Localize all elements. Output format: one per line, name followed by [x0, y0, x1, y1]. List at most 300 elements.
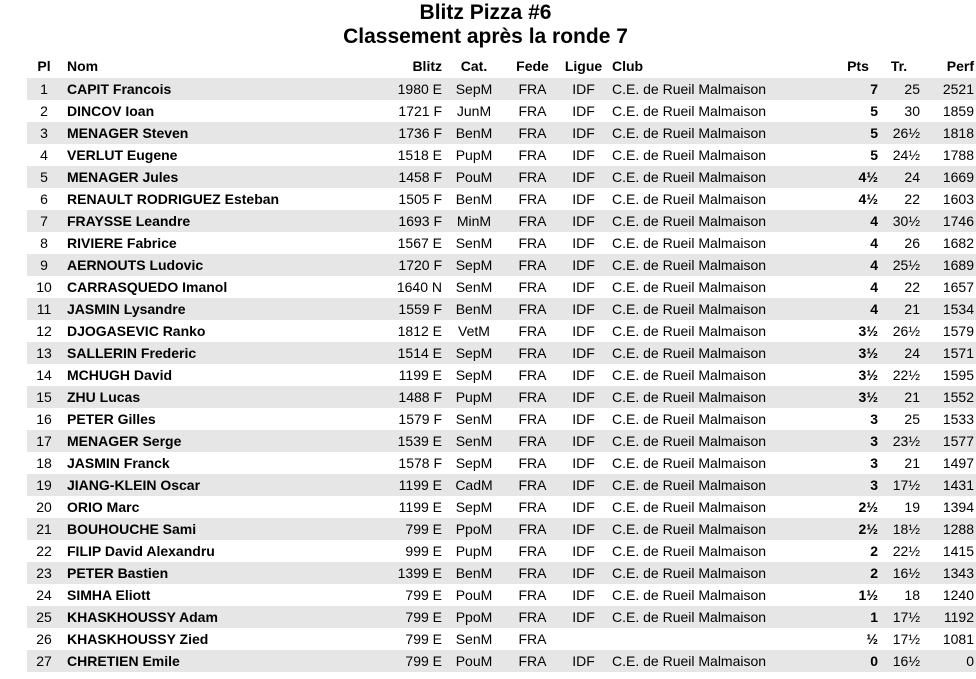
cell-performance: 1603 [942, 191, 974, 207]
cell-place: 14 [36, 367, 52, 383]
cell-category: BenM [455, 191, 493, 207]
cell-category: PpoM [442, 518, 506, 540]
cell-player-name: PETER Bastien [61, 562, 367, 584]
cell-player-name: PETER Gilles [67, 411, 156, 427]
table-row [27, 518, 976, 540]
cell-tiebreak: 26 [904, 235, 920, 251]
cell-blitz-rating: 999 E [405, 543, 442, 559]
cell-federation: FRA [518, 543, 547, 559]
cell-points: 1½ [858, 587, 878, 603]
cell-player-name: ZHU Lucas [61, 386, 367, 408]
col-header-ligue: Ligue [564, 58, 603, 74]
cell-club: C.E. de Rueil Malmaison [608, 298, 838, 320]
cell-club: C.E. de Rueil Malmaison [612, 323, 767, 339]
cell-category: PouM [442, 166, 506, 188]
cell-place: 23 [27, 562, 61, 584]
cell-performance: 0 [926, 650, 976, 672]
cell-place: 9 [27, 254, 61, 276]
cell-player-name: FILIP David Alexandru [67, 543, 215, 559]
table-row [27, 606, 976, 628]
cell-federation: FRA [518, 279, 547, 295]
cell-points: 4½ [858, 191, 878, 207]
cell-player-name: FRAYSSE Leandre [61, 210, 367, 232]
cell-category: JunM [456, 103, 492, 119]
cell-place: 8 [40, 235, 48, 251]
cell-league: IDF [572, 103, 595, 119]
cell-points: 4½ [838, 166, 878, 188]
cell-place: 15 [27, 386, 61, 408]
cell-place: 5 [27, 166, 61, 188]
cell-performance: 1579 [942, 323, 974, 339]
cell-place: 2 [40, 103, 48, 119]
cell-blitz-rating: 1693 F [367, 210, 442, 232]
cell-league: IDF [572, 147, 595, 163]
cell-points: 5 [838, 122, 878, 144]
cell-tiebreak: 16½ [878, 562, 926, 584]
cell-player-name: SALLERIN Frederic [61, 342, 367, 364]
cell-club: C.E. de Rueil Malmaison [608, 210, 838, 232]
cell-league: IDF [572, 543, 595, 559]
cell-points: 4 [838, 298, 878, 320]
cell-federation: FRA [518, 235, 547, 251]
cell-player-name: DINCOV Ioan [67, 103, 155, 119]
cell-performance: 1431 [926, 474, 976, 496]
cell-performance: 1669 [926, 166, 976, 188]
cell-performance: 1788 [942, 147, 974, 163]
cell-points: 3 [838, 474, 878, 496]
cell-federation: FRA [506, 298, 559, 320]
cell-club: C.E. de Rueil Malmaison [608, 650, 838, 672]
cell-federation: FRA [506, 78, 559, 100]
cell-category: CadM [442, 474, 506, 496]
col-header-fede: Fede [516, 58, 549, 74]
cell-place: 19 [27, 474, 61, 496]
col-header-club: Club [612, 58, 644, 74]
cell-tiebreak: 26½ [878, 122, 926, 144]
cell-points: 5 [870, 147, 878, 163]
cell-federation: FRA [518, 411, 547, 427]
cell-performance: 1689 [926, 254, 976, 276]
cell-place: 22 [36, 543, 52, 559]
cell-league: IDF [572, 323, 595, 339]
cell-player-name: JIANG-KLEIN Oscar [61, 474, 367, 496]
cell-blitz-rating: 1539 E [367, 430, 442, 452]
cell-place: 17 [27, 430, 61, 452]
cell-blitz-rating: 1488 F [367, 386, 442, 408]
cell-club: C.E. de Rueil Malmaison [608, 254, 838, 276]
cell-category: VetM [458, 323, 490, 339]
cell-club: C.E. de Rueil Malmaison [608, 166, 838, 188]
cell-place: 16 [36, 411, 52, 427]
table-row [27, 584, 976, 606]
cell-tiebreak: 22 [904, 191, 920, 207]
cell-category: SenM [442, 430, 506, 452]
cell-league: IDF [559, 386, 608, 408]
cell-category: SepM [442, 254, 506, 276]
cell-place: 25 [27, 606, 61, 628]
col-header-perf: Perf [946, 58, 974, 74]
cell-federation: FRA [506, 430, 559, 452]
cell-category: PupM [455, 543, 493, 559]
cell-league: IDF [559, 298, 608, 320]
table-row [27, 298, 976, 320]
cell-federation: FRA [506, 606, 559, 628]
cell-category: SepM [442, 342, 506, 364]
cell-league: IDF [572, 411, 595, 427]
cell-federation: FRA [506, 254, 559, 276]
cell-blitz-rating: 1559 F [367, 298, 442, 320]
cell-points: 4 [838, 210, 878, 232]
cell-category: BenM [442, 122, 506, 144]
cell-place: 18 [36, 455, 52, 471]
cell-tiebreak: 18½ [878, 518, 926, 540]
table-row [27, 650, 976, 672]
table-row [27, 210, 976, 232]
cell-category: PupM [455, 147, 493, 163]
cell-tiebreak: 25½ [878, 254, 926, 276]
col-header-pts: Pts [847, 58, 869, 74]
cell-blitz-rating: 1640 N [396, 279, 442, 295]
cell-federation: FRA [518, 147, 547, 163]
cell-category: MinM [442, 210, 506, 232]
cell-performance: 1534 [926, 298, 976, 320]
cell-tiebreak: 30½ [878, 210, 926, 232]
cell-federation: FRA [506, 562, 559, 584]
page-header [0, 0, 971, 49]
cell-player-name: MCHUGH David [67, 367, 173, 383]
cell-points: 2 [870, 543, 878, 559]
table-row [27, 254, 976, 276]
cell-club: C.E. de Rueil Malmaison [612, 367, 767, 383]
cell-tiebreak: 24½ [892, 147, 920, 163]
col-header-pl: Pl [37, 58, 51, 74]
cell-federation: FRA [518, 323, 547, 339]
cell-league: IDF [559, 562, 608, 584]
cell-club: C.E. de Rueil Malmaison [612, 147, 767, 163]
cell-tiebreak: 17½ [878, 474, 926, 496]
cell-federation: FRA [518, 455, 547, 471]
cell-club: C.E. de Rueil Malmaison [608, 518, 838, 540]
table-row [27, 628, 976, 650]
cell-federation: FRA [518, 367, 547, 383]
cell-category: SepM [442, 78, 506, 100]
cell-blitz-rating: 1505 F [398, 191, 442, 207]
cell-tiebreak: 19 [904, 499, 920, 515]
cell-category: BenM [442, 562, 506, 584]
cell-league: IDF [559, 650, 608, 672]
cell-points: 5 [870, 103, 878, 119]
table-row [27, 122, 976, 144]
cell-tiebreak: 17½ [878, 606, 926, 628]
cell-place: 21 [27, 518, 61, 540]
cell-points: 3½ [858, 367, 878, 383]
cell-league: IDF [572, 235, 595, 251]
cell-blitz-rating: 799 E [405, 587, 442, 603]
cell-club: C.E. de Rueil Malmaison [608, 606, 838, 628]
cell-points: 3½ [838, 386, 878, 408]
cell-place: 26 [36, 631, 52, 647]
cell-blitz-rating: 1721 F [398, 103, 442, 119]
cell-category: PpoM [442, 606, 506, 628]
cell-place: 10 [36, 279, 52, 295]
table-header-row [27, 54, 976, 78]
table-row [27, 342, 976, 364]
cell-league: IDF [559, 122, 608, 144]
cell-player-name: MENAGER Steven [61, 122, 367, 144]
cell-league: IDF [572, 587, 595, 603]
cell-league: IDF [559, 606, 608, 628]
cell-place: 11 [27, 298, 61, 320]
cell-blitz-rating: 1567 E [397, 235, 442, 251]
cell-league: IDF [559, 78, 608, 100]
cell-league: IDF [572, 499, 595, 515]
table-row [27, 474, 976, 496]
cell-blitz-rating: 1518 E [397, 147, 442, 163]
cell-performance: 1571 [926, 342, 976, 364]
col-header-cat: Cat. [460, 58, 488, 74]
cell-league: IDF [559, 210, 608, 232]
cell-club: C.E. de Rueil Malmaison [608, 474, 838, 496]
cell-league [559, 628, 608, 650]
cell-club: C.E. de Rueil Malmaison [608, 386, 838, 408]
cell-federation: FRA [506, 518, 559, 540]
table-row [27, 562, 976, 584]
cell-club: C.E. de Rueil Malmaison [608, 562, 838, 584]
cell-player-name: BOUHOUCHE Sami [61, 518, 367, 540]
cell-blitz-rating: 1736 F [367, 122, 442, 144]
cell-performance: 1343 [926, 562, 976, 584]
cell-performance: 1415 [942, 543, 974, 559]
table-row [27, 100, 976, 122]
cell-player-name: AERNOUTS Ludovic [61, 254, 367, 276]
cell-category: SepM [455, 499, 493, 515]
cell-points: 2 [838, 562, 878, 584]
cell-tiebreak: 24 [878, 342, 926, 364]
cell-club: C.E. de Rueil Malmaison [608, 78, 838, 100]
cell-federation: FRA [506, 386, 559, 408]
cell-performance: 1818 [926, 122, 976, 144]
cell-league: IDF [559, 254, 608, 276]
cell-player-name: KHASKHOUSSY Zied [67, 631, 209, 647]
cell-category: PupM [442, 386, 506, 408]
table-row [27, 452, 976, 474]
cell-place: 13 [27, 342, 61, 364]
cell-tiebreak: 21 [878, 386, 926, 408]
cell-club: C.E. de Rueil Malmaison [608, 122, 838, 144]
cell-place: 6 [40, 191, 48, 207]
cell-performance: 1240 [942, 587, 974, 603]
cell-federation: FRA [518, 587, 547, 603]
cell-league: IDF [559, 166, 608, 188]
cell-blitz-rating: 1514 E [367, 342, 442, 364]
cell-place: 27 [27, 650, 61, 672]
cell-category: PouM [455, 587, 493, 603]
standings-subtitle: Classement après la ronde 7 [343, 25, 628, 48]
table-row [27, 496, 976, 518]
cell-league: IDF [572, 191, 595, 207]
cell-category: SenM [455, 631, 493, 647]
cell-points: 3 [838, 430, 878, 452]
cell-tiebreak: 16½ [878, 650, 926, 672]
table-row [27, 78, 976, 100]
cell-club: C.E. de Rueil Malmaison [612, 279, 767, 295]
cell-club [608, 628, 838, 650]
cell-club: C.E. de Rueil Malmaison [612, 455, 767, 471]
cell-points: ½ [866, 631, 878, 647]
cell-club: C.E. de Rueil Malmaison [608, 430, 838, 452]
cell-player-name: ORIO Marc [67, 499, 140, 515]
cell-place: 20 [36, 499, 52, 515]
cell-performance: 1595 [942, 367, 974, 383]
cell-points: 0 [838, 650, 878, 672]
cell-player-name: DJOGASEVIC Ranko [67, 323, 206, 339]
cell-league: IDF [572, 455, 595, 471]
cell-federation: FRA [518, 103, 547, 119]
cell-blitz-rating: 1458 F [367, 166, 442, 188]
cell-tiebreak: 30 [904, 103, 920, 119]
cell-federation: FRA [518, 499, 547, 515]
standings-table [27, 54, 976, 672]
cell-points: 7 [838, 78, 878, 100]
cell-performance: 1288 [926, 518, 976, 540]
col-header-nom: Nom [67, 58, 99, 74]
cell-performance: 1552 [926, 386, 976, 408]
cell-tiebreak: 17½ [892, 631, 920, 647]
cell-player-name: RENAULT RODRIGUEZ Esteban [67, 191, 280, 207]
cell-player-name: CARRASQUEDO Imanol [67, 279, 228, 295]
cell-tiebreak: 25 [878, 78, 926, 100]
cell-blitz-rating: 1199 E [367, 474, 442, 496]
table-row [27, 540, 976, 562]
cell-club: C.E. de Rueil Malmaison [612, 499, 767, 515]
cell-tiebreak: 24 [878, 166, 926, 188]
cell-tiebreak: 22½ [892, 543, 920, 559]
cell-blitz-rating: 1980 E [367, 78, 442, 100]
cell-performance: 1497 [942, 455, 974, 471]
table-row [27, 430, 976, 452]
cell-performance: 1682 [942, 235, 974, 251]
cell-player-name: MENAGER Jules [61, 166, 367, 188]
cell-league: IDF [559, 518, 608, 540]
cell-blitz-rating: 1579 F [398, 411, 442, 427]
cell-player-name: JASMIN Franck [67, 455, 170, 471]
cell-blitz-rating: 1399 E [367, 562, 442, 584]
cell-category: PouM [442, 650, 506, 672]
cell-federation: FRA [506, 342, 559, 364]
cell-points: 3 [870, 455, 878, 471]
cell-category: SepM [455, 367, 493, 383]
cell-player-name: KHASKHOUSSY Adam [61, 606, 367, 628]
cell-place: 12 [36, 323, 52, 339]
cell-performance: 1746 [926, 210, 976, 232]
standings-rows [27, 78, 976, 672]
cell-federation: FRA [506, 166, 559, 188]
cell-federation: FRA [518, 191, 547, 207]
cell-tiebreak: 25 [904, 411, 920, 427]
cell-league: IDF [572, 279, 595, 295]
cell-place: 24 [36, 587, 52, 603]
table-row [27, 166, 976, 188]
cell-federation: FRA [506, 210, 559, 232]
cell-performance: 1192 [926, 606, 976, 628]
cell-performance: 1081 [942, 631, 974, 647]
cell-points: 3½ [858, 323, 878, 339]
table-row [27, 188, 976, 210]
cell-tiebreak: 22½ [892, 367, 920, 383]
cell-league: IDF [572, 367, 595, 383]
cell-points: 3 [870, 411, 878, 427]
cell-league: IDF [559, 342, 608, 364]
cell-points: 4 [870, 235, 878, 251]
cell-club: C.E. de Rueil Malmaison [612, 587, 767, 603]
cell-tiebreak: 26½ [892, 323, 920, 339]
cell-points: 4 [838, 254, 878, 276]
cell-points: 3½ [838, 342, 878, 364]
cell-performance: 1577 [926, 430, 976, 452]
cell-points: 1 [838, 606, 878, 628]
cell-blitz-rating: 1199 E [398, 367, 442, 383]
cell-federation: FRA [506, 474, 559, 496]
cell-club: C.E. de Rueil Malmaison [612, 411, 767, 427]
cell-player-name: RIVIERE Fabrice [67, 235, 177, 251]
cell-blitz-rating: 1578 F [398, 455, 442, 471]
cell-blitz-rating: 1812 E [397, 323, 442, 339]
table-row [27, 408, 976, 430]
cell-category: BenM [442, 298, 506, 320]
table-row [27, 364, 976, 386]
cell-club: C.E. de Rueil Malmaison [612, 191, 767, 207]
cell-league: IDF [559, 430, 608, 452]
cell-blitz-rating: 1720 F [367, 254, 442, 276]
cell-performance: 1859 [942, 103, 974, 119]
cell-player-name: VERLUT Eugene [67, 147, 178, 163]
cell-place: 4 [40, 147, 48, 163]
cell-category: SenM [455, 279, 493, 295]
cell-points: 2½ [838, 518, 878, 540]
cell-federation: FRA [506, 650, 559, 672]
cell-player-name: CHRETIEN Emile [61, 650, 367, 672]
cell-tiebreak: 21 [904, 455, 920, 471]
tournament-title: Blitz Pizza #6 [419, 1, 552, 24]
cell-blitz-rating: 799 E [405, 631, 442, 647]
cell-league: IDF [559, 474, 608, 496]
cell-tiebreak: 22 [904, 279, 920, 295]
cell-club: C.E. de Rueil Malmaison [612, 103, 767, 119]
cell-points: 4 [870, 279, 878, 295]
cell-place: 1 [27, 78, 61, 100]
cell-blitz-rating: 1199 E [398, 499, 442, 515]
table-row [27, 320, 976, 342]
cell-place: 3 [27, 122, 61, 144]
col-header-tr: Tr. [890, 58, 908, 74]
cell-tiebreak: 18 [904, 587, 920, 603]
cell-performance: 1394 [942, 499, 974, 515]
cell-blitz-rating: 799 E [367, 606, 442, 628]
cell-category: SenM [455, 411, 493, 427]
cell-performance: 1533 [942, 411, 974, 427]
cell-tiebreak: 23½ [878, 430, 926, 452]
cell-club: C.E. de Rueil Malmaison [612, 543, 767, 559]
table-row [27, 144, 976, 166]
table-row [27, 232, 976, 254]
cell-player-name: SIMHA Eliott [67, 587, 151, 603]
cell-blitz-rating: 799 E [367, 650, 442, 672]
table-row [27, 276, 976, 298]
cell-player-name: CAPIT Francois [61, 78, 367, 100]
cell-points: 2½ [858, 499, 878, 515]
cell-performance: 2521 [926, 78, 976, 100]
cell-club: C.E. de Rueil Malmaison [608, 342, 838, 364]
